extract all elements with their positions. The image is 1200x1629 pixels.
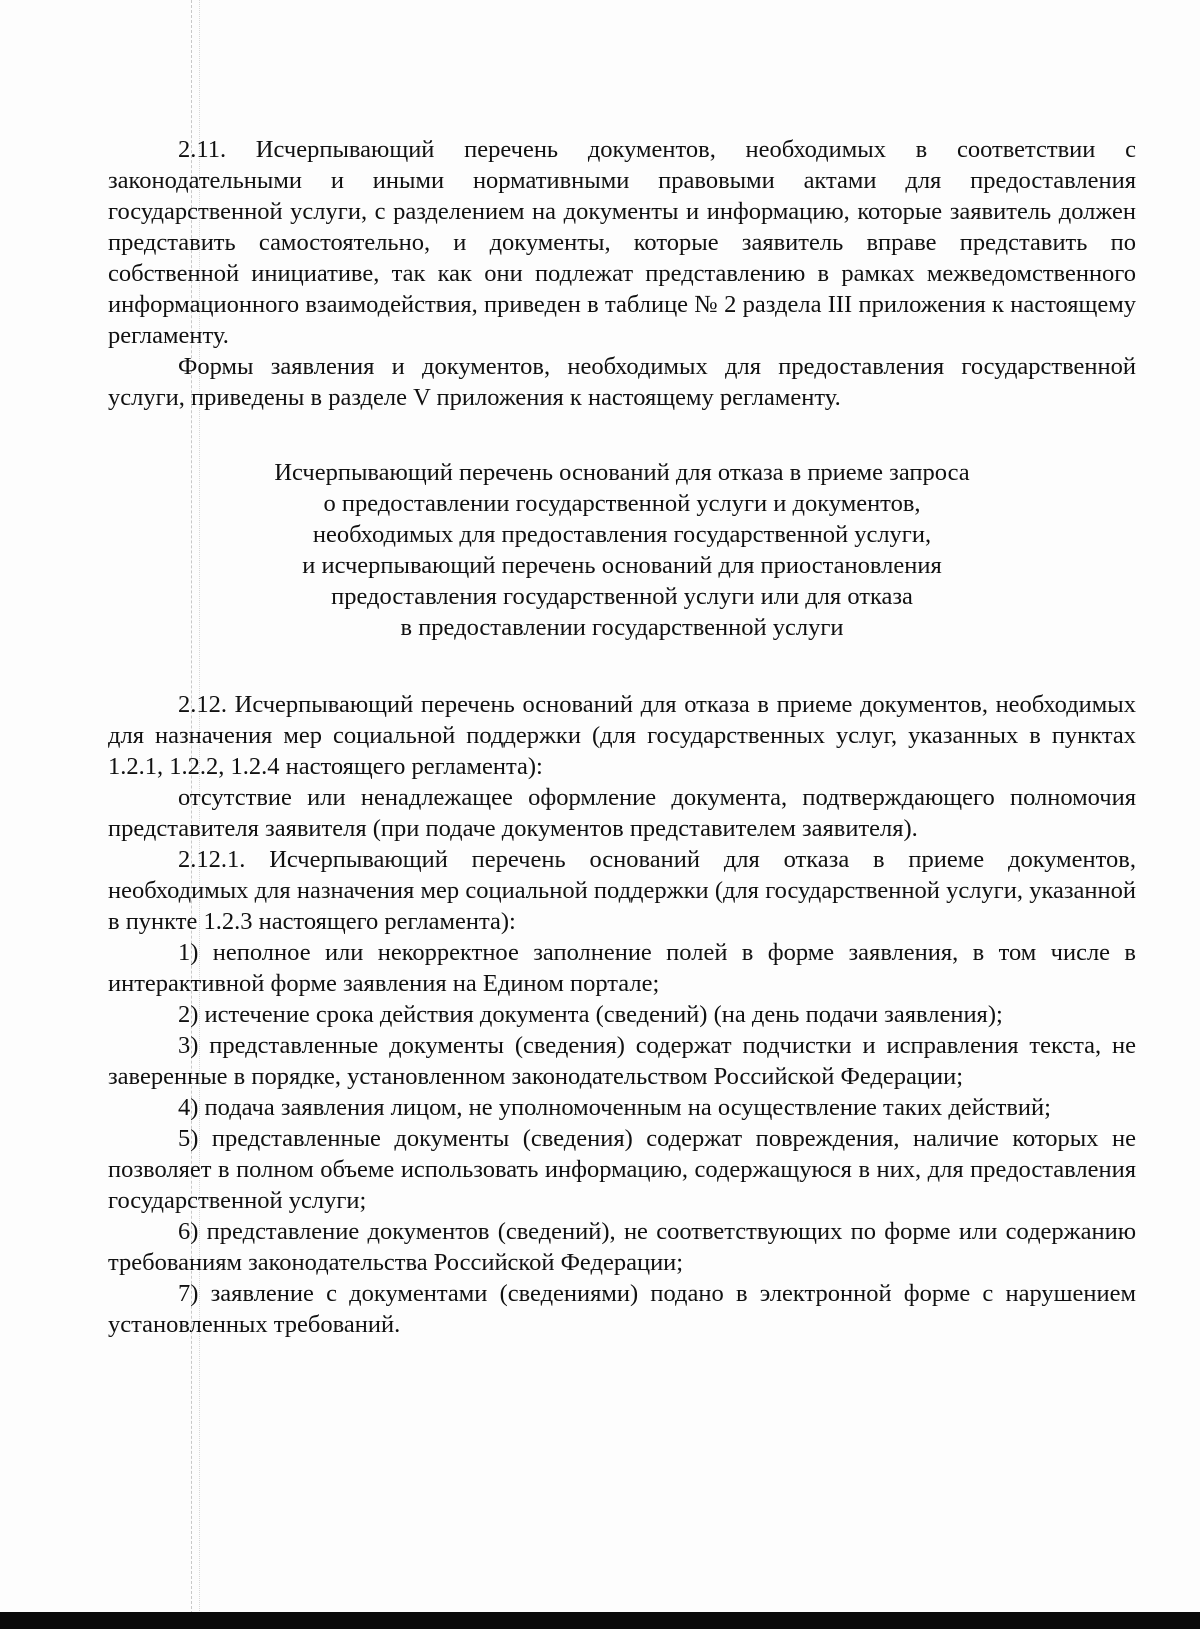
list-item: 5) представленные документы (сведения) содержат повреждения, наличие которых не позволяет в полном объеме использовать информацию, содержащуюся в них, для предоставления государственной услуги;	[108, 1125, 1136, 1214]
list-item: 7) заявление с документами (сведениями) подано в электронной форме с нарушением установленных требований.	[108, 1280, 1136, 1338]
heading-line: и исчерпывающий перечень оснований для приостановления	[302, 552, 942, 579]
list-item: 4) подача заявления лицом, не уполномоченным на осуществление таких действий;	[178, 1094, 1051, 1121]
heading-line: Исчерпывающий перечень оснований для отказа в приеме запроса	[274, 459, 970, 486]
spacer	[108, 643, 1136, 689]
heading-line: в предоставлении государственной услуги	[400, 614, 844, 641]
heading-line: необходимых для предоставления государственной услуги,	[312, 521, 932, 548]
paragraph-2-12-reason: отсутствие или ненадлежащее оформление документа, подтверждающего полномочия представителя заявителя (при подаче документов представителем заявителя).	[108, 784, 1136, 842]
paragraph-2-12-1: 2.12.1. Исчерпывающий перечень оснований для отказа в приеме документов, необходимых для назначения мер социальной поддержки (для государственной услуги, указанной в пункте 1.2.3 настоящего регламента):	[108, 846, 1136, 935]
scan-bottom-edge	[0, 1612, 1200, 1629]
heading-line: предоставления государственной услуги или для отказа	[331, 583, 913, 610]
list-item: 1) неполное или некорректное заполнение полей в форме заявления, в том числе в интерактивной форме заявления на Едином портале;	[108, 939, 1136, 997]
paragraph-2-11-forms: Формы заявления и документов, необходимых для предоставления государственной услуги, приведены в разделе V приложения к настоящему регламенту.	[108, 353, 1136, 411]
paragraph-2-12: 2.12. Исчерпывающий перечень оснований для отказа в приеме документов, необходимых для назначения мер социальной поддержки (для государственных услуг, указанных в пунктах 1.2.1, 1.2.2, 1.2.4 настоящего регламента):	[108, 691, 1136, 780]
paragraph-2-11: 2.11. Исчерпывающий перечень документов, необходимых в соответствии с законодательными и иными нормативными правовыми актами для предоставления государственной услуги, с разделением на документы и информацию, которые заявитель должен представить самостоятельно, и документы, которые заявитель вправе представить по собственной инициативе, так как они подлежат представлению в рамках межведомственного информационного взаимодействия, приведен в таблице № 2 раздела III приложения к настоящему регламенту.	[108, 136, 1136, 349]
list-item: 6) представление документов (сведений), не соответствующих по форме или содержанию требованиям законодательства Российской Федерации;	[108, 1218, 1136, 1276]
list-item: 2) истечение срока действия документа (сведений) (на день подачи заявления);	[178, 1001, 1003, 1028]
document-body	[108, 134, 1136, 1340]
list-item: 3) представленные документы (сведения) содержат подчистки и исправления текста, не заверенные в порядке, установленном законодательством Российской Федерации;	[108, 1032, 1136, 1090]
heading-line: о предоставлении государственной услуги и документов,	[323, 490, 921, 517]
section-heading	[108, 457, 1136, 643]
